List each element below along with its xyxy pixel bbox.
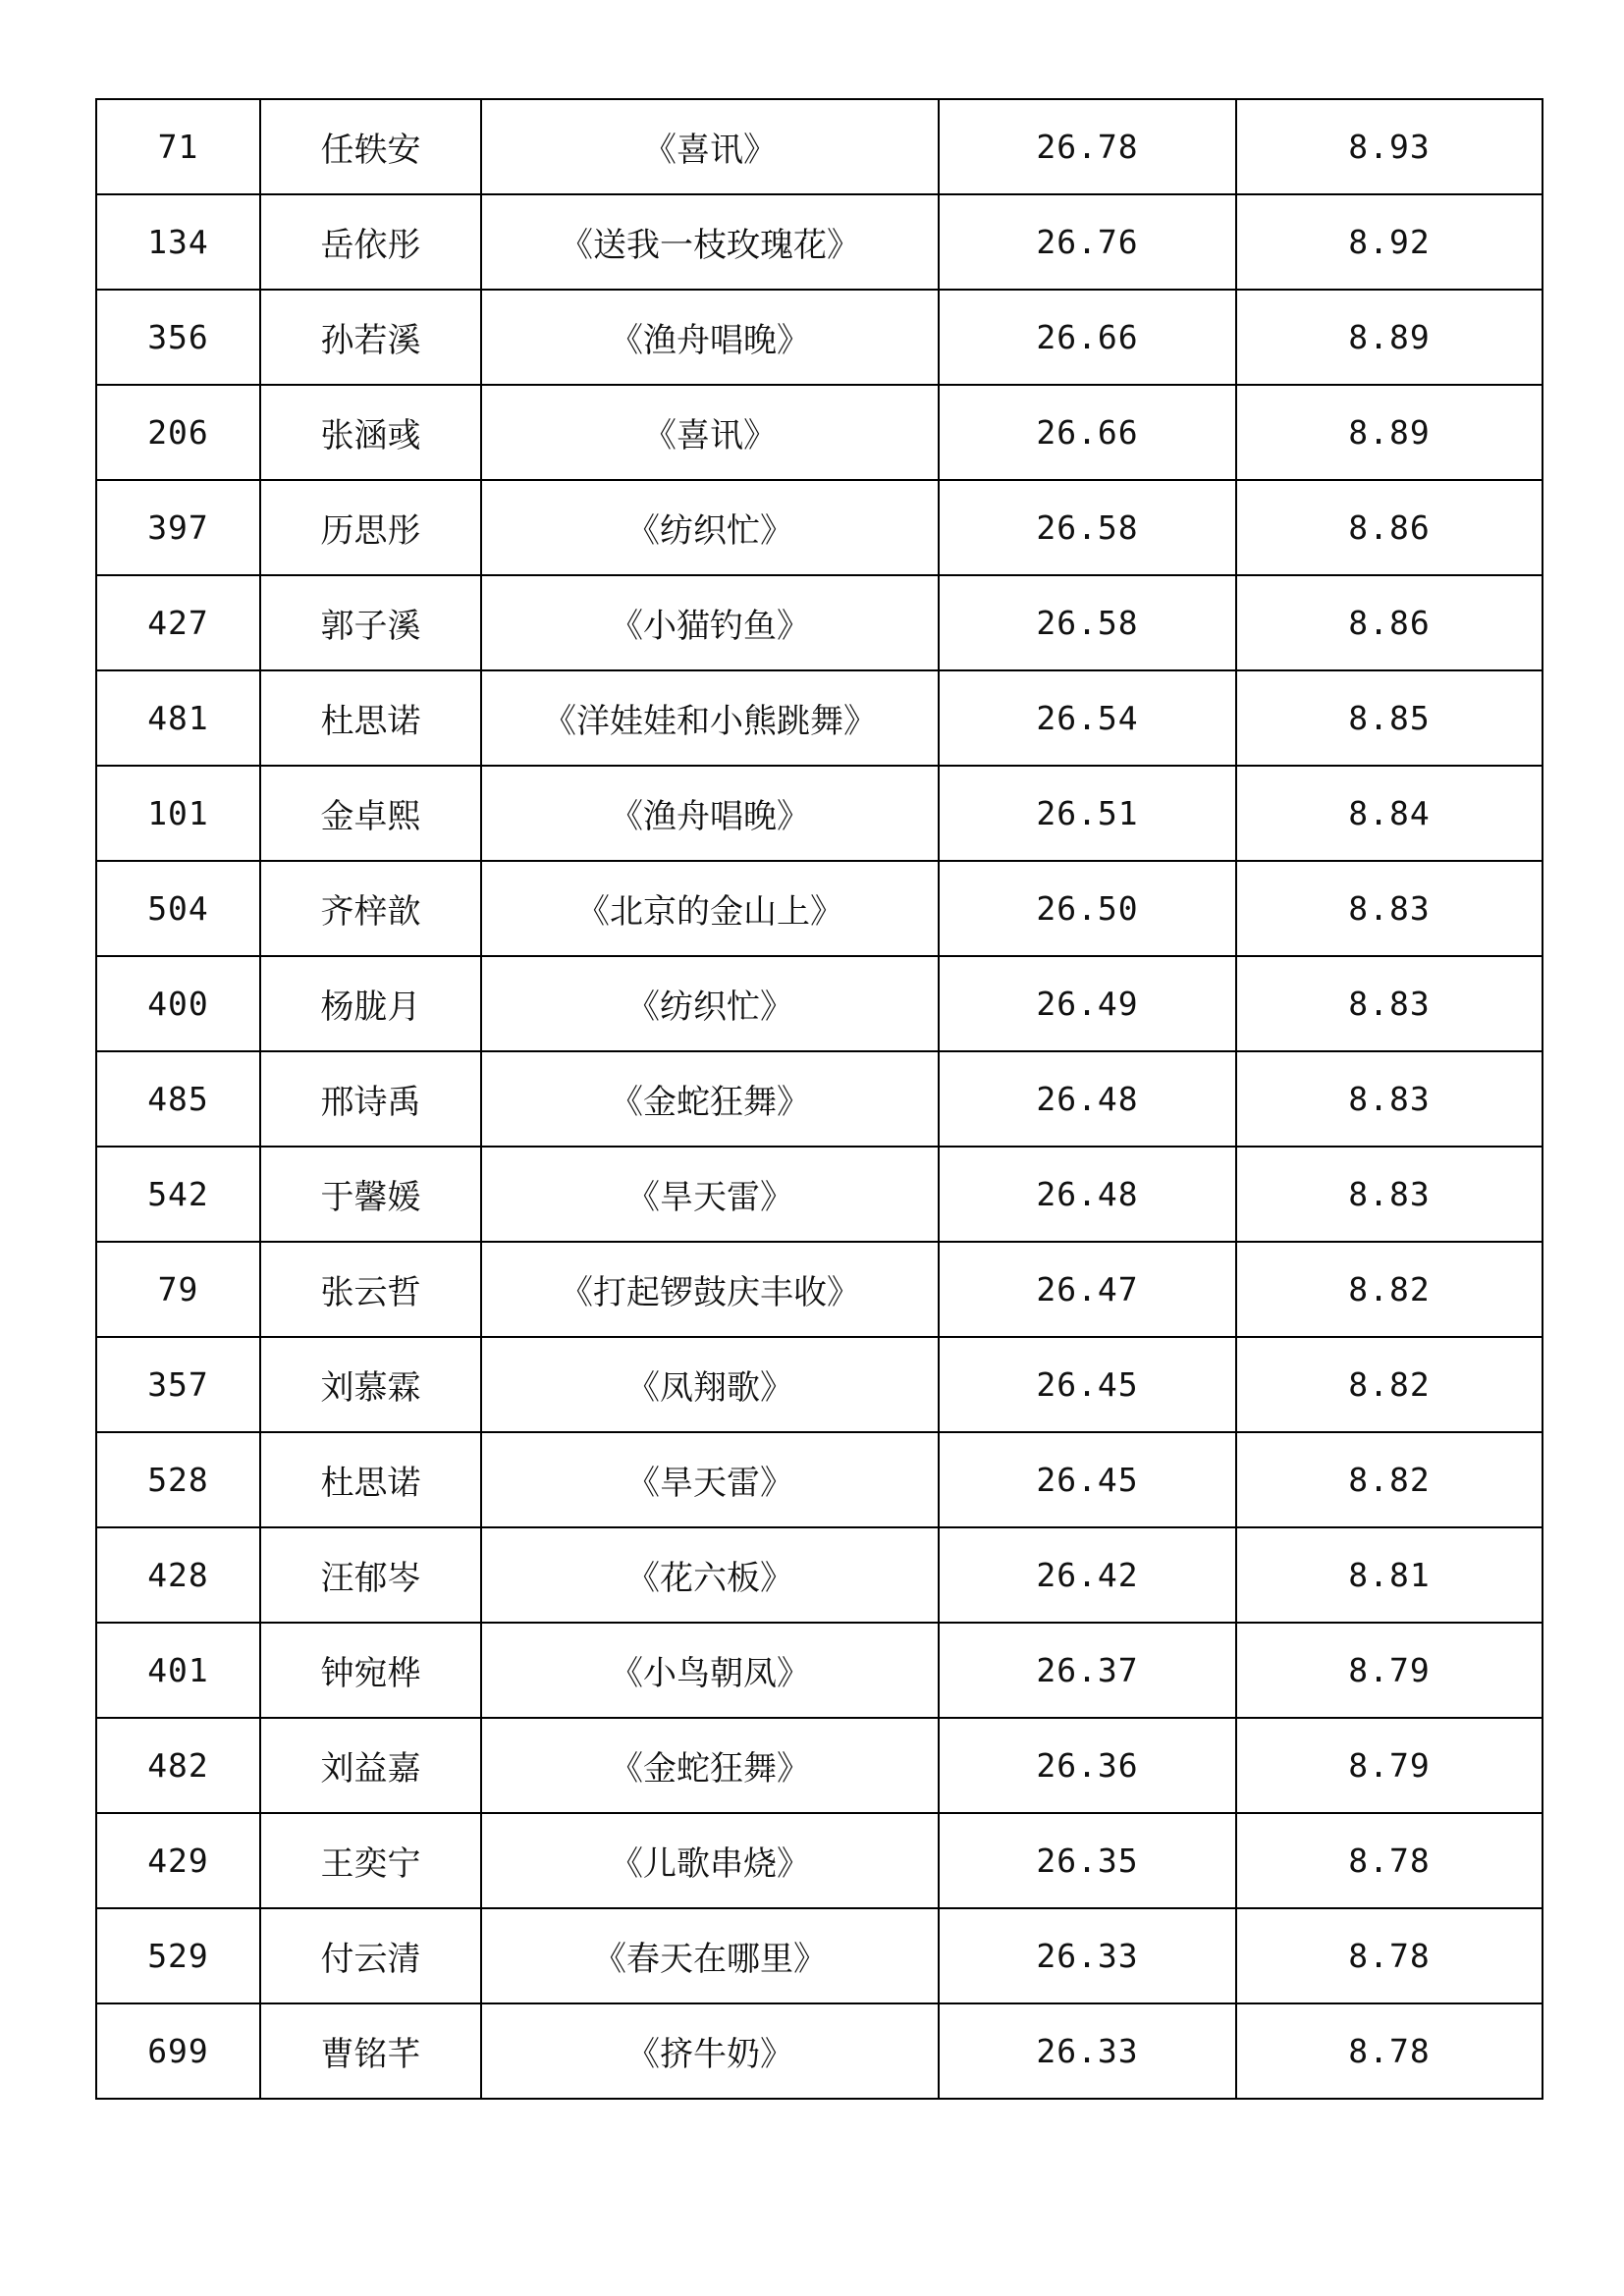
table-row [96,1147,1543,1242]
average-score-cell: 8.83 [1236,956,1543,1051]
total-score-cell: 26.66 [939,290,1236,385]
entry-number-cell: 542 [96,1147,260,1242]
table-row [96,1623,1543,1718]
total-score-cell: 26.45 [939,1337,1236,1432]
table-row [96,1813,1543,1908]
table-row [96,575,1543,670]
table-row [96,480,1543,575]
piece-title-cell: 《凤翔歌》 [481,1337,939,1432]
performer-name-cell: 孙若溪 [260,290,481,385]
total-score-cell: 26.47 [939,1242,1236,1337]
performer-name-cell: 齐梓歆 [260,861,481,956]
piece-title-cell: 《送我一枝玫瑰花》 [481,194,939,290]
entry-number-cell: 699 [96,2003,260,2099]
piece-title-cell: 《旱天雷》 [481,1147,939,1242]
entry-number-cell: 428 [96,1527,260,1623]
performer-name-cell: 钟宛桦 [260,1623,481,1718]
piece-title-cell: 《洋娃娃和小熊跳舞》 [481,670,939,766]
piece-title-cell: 《春天在哪里》 [481,1908,939,2003]
entry-number-cell: 79 [96,1242,260,1337]
table-row [96,956,1543,1051]
piece-title-cell: 《金蛇狂舞》 [481,1051,939,1147]
table-row [96,290,1543,385]
performer-name-cell: 汪郁岑 [260,1527,481,1623]
table-row [96,385,1543,480]
total-score-cell: 26.78 [939,99,1236,194]
piece-title-cell: 《旱天雷》 [481,1432,939,1527]
performer-name-cell: 刘慕霖 [260,1337,481,1432]
entry-number-cell: 397 [96,480,260,575]
entry-number-cell: 134 [96,194,260,290]
piece-title-cell: 《北京的金山上》 [481,861,939,956]
total-score-cell: 26.58 [939,480,1236,575]
performer-name-cell: 邢诗禹 [260,1051,481,1147]
table-row [96,670,1543,766]
total-score-cell: 26.33 [939,2003,1236,2099]
performer-name-cell: 付云清 [260,1908,481,2003]
total-score-cell: 26.76 [939,194,1236,290]
entry-number-cell: 529 [96,1908,260,2003]
score-table [95,98,1543,2100]
piece-title-cell: 《儿歌串烧》 [481,1813,939,1908]
performer-name-cell: 杨胧月 [260,956,481,1051]
average-score-cell: 8.82 [1236,1242,1543,1337]
performer-name-cell: 张云哲 [260,1242,481,1337]
entry-number-cell: 504 [96,861,260,956]
table-row [96,1527,1543,1623]
table-row [96,2003,1543,2099]
average-score-cell: 8.82 [1236,1337,1543,1432]
piece-title-cell: 《喜讯》 [481,99,939,194]
total-score-cell: 26.49 [939,956,1236,1051]
total-score-cell: 26.66 [939,385,1236,480]
piece-title-cell: 《渔舟唱晚》 [481,290,939,385]
performer-name-cell: 曹铭芊 [260,2003,481,2099]
table-row [96,1432,1543,1527]
entry-number-cell: 485 [96,1051,260,1147]
average-score-cell: 8.81 [1236,1527,1543,1623]
entry-number-cell: 400 [96,956,260,1051]
average-score-cell: 8.83 [1236,861,1543,956]
piece-title-cell: 《挤牛奶》 [481,2003,939,2099]
entry-number-cell: 357 [96,1337,260,1432]
entry-number-cell: 427 [96,575,260,670]
table-row [96,1718,1543,1813]
table-row [96,194,1543,290]
performer-name-cell: 历思彤 [260,480,481,575]
piece-title-cell: 《纺织忙》 [481,480,939,575]
entry-number-cell: 481 [96,670,260,766]
entry-number-cell: 101 [96,766,260,861]
entry-number-cell: 401 [96,1623,260,1718]
piece-title-cell: 《喜讯》 [481,385,939,480]
average-score-cell: 8.86 [1236,575,1543,670]
total-score-cell: 26.54 [939,670,1236,766]
average-score-cell: 8.86 [1236,480,1543,575]
average-score-cell: 8.83 [1236,1147,1543,1242]
average-score-cell: 8.78 [1236,2003,1543,2099]
performer-name-cell: 杜思诺 [260,670,481,766]
performer-name-cell: 郭子溪 [260,575,481,670]
average-score-cell: 8.85 [1236,670,1543,766]
total-score-cell: 26.50 [939,861,1236,956]
performer-name-cell: 张涵彧 [260,385,481,480]
total-score-cell: 26.37 [939,1623,1236,1718]
table-row [96,861,1543,956]
entry-number-cell: 429 [96,1813,260,1908]
entry-number-cell: 206 [96,385,260,480]
total-score-cell: 26.51 [939,766,1236,861]
total-score-cell: 26.48 [939,1147,1236,1242]
piece-title-cell: 《纺织忙》 [481,956,939,1051]
average-score-cell: 8.79 [1236,1718,1543,1813]
table-row [96,1242,1543,1337]
table-row [96,1337,1543,1432]
average-score-cell: 8.89 [1236,385,1543,480]
piece-title-cell: 《花六板》 [481,1527,939,1623]
total-score-cell: 26.48 [939,1051,1236,1147]
average-score-cell: 8.92 [1236,194,1543,290]
average-score-cell: 8.93 [1236,99,1543,194]
average-score-cell: 8.79 [1236,1623,1543,1718]
table-row [96,1908,1543,2003]
average-score-cell: 8.84 [1236,766,1543,861]
piece-title-cell: 《打起锣鼓庆丰收》 [481,1242,939,1337]
performer-name-cell: 王奕宁 [260,1813,481,1908]
performer-name-cell: 岳依彤 [260,194,481,290]
performer-name-cell: 任轶安 [260,99,481,194]
score-table-body [96,99,1543,2099]
total-score-cell: 26.36 [939,1718,1236,1813]
average-score-cell: 8.78 [1236,1813,1543,1908]
performer-name-cell: 刘益嘉 [260,1718,481,1813]
performer-name-cell: 杜思诺 [260,1432,481,1527]
average-score-cell: 8.82 [1236,1432,1543,1527]
average-score-cell: 8.83 [1236,1051,1543,1147]
entry-number-cell: 528 [96,1432,260,1527]
average-score-cell: 8.78 [1236,1908,1543,2003]
entry-number-cell: 482 [96,1718,260,1813]
performer-name-cell: 金卓熙 [260,766,481,861]
entry-number-cell: 356 [96,290,260,385]
table-row [96,99,1543,194]
total-score-cell: 26.45 [939,1432,1236,1527]
piece-title-cell: 《金蛇狂舞》 [481,1718,939,1813]
total-score-cell: 26.35 [939,1813,1236,1908]
piece-title-cell: 《小鸟朝凤》 [481,1623,939,1718]
performer-name-cell: 于馨媛 [260,1147,481,1242]
table-row [96,1051,1543,1147]
piece-title-cell: 《渔舟唱晚》 [481,766,939,861]
total-score-cell: 26.33 [939,1908,1236,2003]
average-score-cell: 8.89 [1236,290,1543,385]
table-row [96,766,1543,861]
total-score-cell: 26.58 [939,575,1236,670]
piece-title-cell: 《小猫钓鱼》 [481,575,939,670]
total-score-cell: 26.42 [939,1527,1236,1623]
entry-number-cell: 71 [96,99,260,194]
